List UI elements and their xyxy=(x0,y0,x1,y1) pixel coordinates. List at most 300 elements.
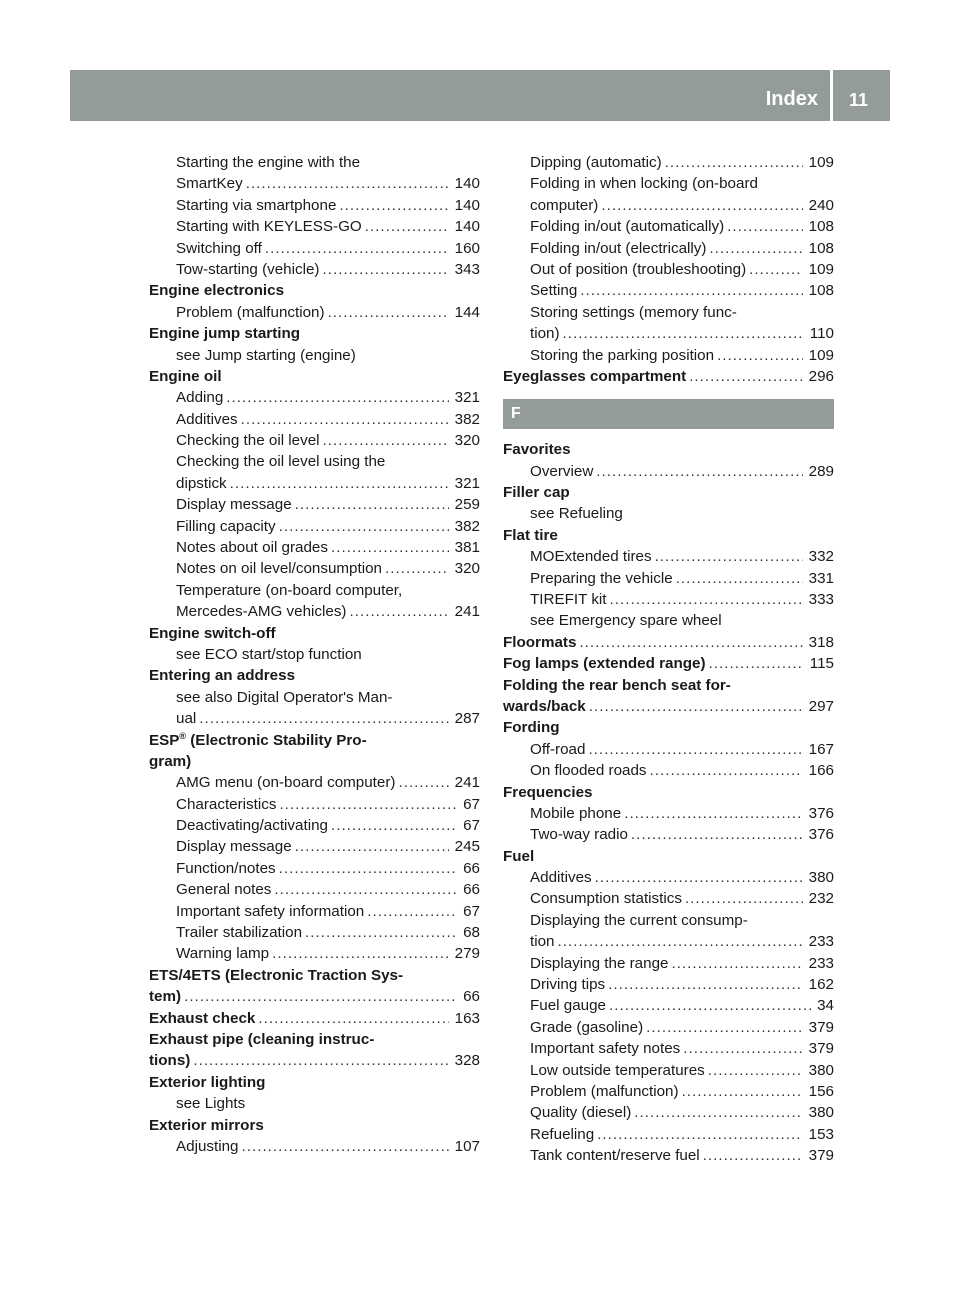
leader-dots xyxy=(717,345,803,366)
entry-text: Floormats xyxy=(503,633,577,651)
page-reference[interactable]: 321 xyxy=(454,389,480,407)
header-divider xyxy=(830,70,833,121)
index-subentry[interactable] xyxy=(149,1136,480,1157)
index-entry xyxy=(149,1029,480,1050)
index-subentry[interactable] xyxy=(149,430,480,451)
entry-text: Deactivating/activating xyxy=(176,817,328,835)
index-letter-heading: F xyxy=(503,399,834,429)
index-entry xyxy=(149,730,480,751)
entry-text: Engine electronics xyxy=(149,282,285,300)
leader-dots xyxy=(331,815,457,836)
index-subentry[interactable] xyxy=(503,152,834,173)
entry-text: Function/notes xyxy=(176,859,276,877)
leader-dots xyxy=(588,739,802,760)
leader-dots xyxy=(230,473,449,494)
page-reference[interactable]: 379 xyxy=(808,1018,834,1036)
page-reference[interactable]: 380 xyxy=(808,1104,834,1122)
entry-text: Important safety information xyxy=(176,902,365,920)
leader-dots xyxy=(580,280,802,301)
entry-text: Trailer stabilization xyxy=(176,924,303,942)
page-reference[interactable]: 279 xyxy=(454,945,480,963)
entry-text: ESP® (Electronic Stability Pro- xyxy=(149,730,367,749)
entry-text: Tank content/reserve fuel xyxy=(530,1147,700,1165)
leader-dots xyxy=(727,216,803,237)
entry-text: tion) xyxy=(530,325,560,343)
entry-text: Checking the oil level using the xyxy=(176,453,386,471)
page-reference[interactable]: 108 xyxy=(808,282,834,300)
index-subentry[interactable] xyxy=(149,173,480,194)
index-subentry[interactable] xyxy=(149,708,480,729)
page-reference[interactable]: 333 xyxy=(808,591,834,609)
index-subentry[interactable] xyxy=(503,238,834,259)
leader-dots xyxy=(597,1124,802,1145)
page-reference[interactable]: 380 xyxy=(808,1061,834,1079)
entry-text: ETS/4ETS (Electronic Traction Sys- xyxy=(149,966,404,984)
index-subentry[interactable] xyxy=(503,589,834,610)
entry-text: Out of position (troubleshooting) xyxy=(530,260,747,278)
entry-text: Engine jump starting xyxy=(149,325,301,343)
entry-text: Warning lamp xyxy=(176,945,270,963)
page-reference[interactable]: 115 xyxy=(809,655,834,673)
leader-dots xyxy=(685,889,803,910)
entry-text: see ECO start/stop function xyxy=(176,645,362,663)
leader-dots xyxy=(295,837,449,858)
page-reference[interactable]: 379 xyxy=(808,1147,834,1165)
index-entry xyxy=(149,323,480,344)
entry-text: Important safety notes xyxy=(530,1040,681,1058)
leader-dots xyxy=(279,516,449,537)
index-subentry[interactable] xyxy=(503,760,834,781)
page-reference[interactable]: 110 xyxy=(809,325,834,343)
page-reference[interactable]: 109 xyxy=(808,153,834,171)
entry-text: Preparing the vehicle xyxy=(530,569,673,587)
page-reference[interactable]: 287 xyxy=(454,710,480,728)
leader-dots xyxy=(609,995,811,1016)
page-reference[interactable]: 240 xyxy=(808,196,834,214)
index-subentry[interactable] xyxy=(149,409,480,430)
entry-text: Exhaust check xyxy=(149,1009,256,1027)
index-subentry[interactable] xyxy=(503,995,834,1016)
index-subentry[interactable] xyxy=(503,1145,834,1166)
entry-text: AMG menu (on-board computer) xyxy=(176,774,396,792)
index-subentry[interactable] xyxy=(149,879,480,900)
entry-text: Frequencies xyxy=(503,783,593,801)
leader-dots xyxy=(199,708,448,729)
index-subentry[interactable] xyxy=(503,739,834,760)
index-subentry xyxy=(149,345,480,366)
index-entry xyxy=(503,782,834,803)
entry-text: Filling capacity xyxy=(176,517,276,535)
entry-text: Notes about oil grades xyxy=(176,539,328,557)
index-entry xyxy=(149,366,480,387)
index-subentry[interactable] xyxy=(149,815,480,836)
index-entry xyxy=(149,965,480,986)
leader-dots xyxy=(689,366,802,387)
index-subentry[interactable] xyxy=(149,302,480,323)
leader-dots xyxy=(646,1017,803,1038)
page-reference[interactable]: 140 xyxy=(454,175,480,193)
index-column-right xyxy=(503,152,834,1167)
page-reference[interactable]: 382 xyxy=(454,410,480,428)
index-subentry xyxy=(503,610,834,631)
page-reference[interactable]: 331 xyxy=(808,569,834,587)
index-subentry xyxy=(503,173,834,194)
page-reference[interactable]: 381 xyxy=(454,539,480,557)
index-subentry[interactable] xyxy=(149,216,480,237)
index-subentry[interactable] xyxy=(503,259,834,280)
index-subentry[interactable] xyxy=(503,1060,834,1081)
leader-dots xyxy=(246,173,449,194)
leader-dots xyxy=(579,632,802,653)
entry-text: gram) xyxy=(149,752,192,770)
index-entry xyxy=(503,675,834,696)
entry-text: see Jump starting (engine) xyxy=(176,346,356,364)
leader-dots xyxy=(601,195,802,216)
leader-dots xyxy=(226,387,448,408)
page-reference[interactable]: 66 xyxy=(463,859,480,877)
index-subentry[interactable] xyxy=(149,494,480,515)
entry-text: Problem (malfunction) xyxy=(176,303,325,321)
page-reference[interactable]: 66 xyxy=(463,881,480,899)
page-reference[interactable]: 233 xyxy=(808,954,834,972)
leader-dots xyxy=(709,238,802,259)
index-entry xyxy=(149,623,480,644)
index-entry[interactable] xyxy=(503,653,834,674)
entry-text: Exterior lighting xyxy=(149,1073,266,1091)
page-reference[interactable]: 140 xyxy=(454,218,480,236)
leader-dots xyxy=(682,1081,803,1102)
entry-text: see Refueling xyxy=(530,505,623,523)
entry-text: Quality (diesel) xyxy=(530,1104,632,1122)
index-subentry[interactable] xyxy=(149,837,480,858)
page-reference[interactable]: 376 xyxy=(808,826,834,844)
leader-dots xyxy=(323,430,449,451)
leader-dots xyxy=(634,1102,802,1123)
page-reference[interactable]: 144 xyxy=(454,303,480,321)
entry-text: Exhaust pipe (cleaning instruc- xyxy=(149,1031,375,1048)
entry-text: Storing the parking position xyxy=(530,346,715,364)
entry-text: Starting with KEYLESS-GO xyxy=(176,218,362,236)
leader-dots xyxy=(328,302,449,323)
index-subentry xyxy=(149,580,480,601)
index-entry[interactable] xyxy=(503,366,834,387)
leader-dots xyxy=(339,195,448,216)
entry-text: Mobile phone xyxy=(530,804,622,822)
leader-dots xyxy=(193,1050,448,1071)
page-reference[interactable]: 321 xyxy=(454,474,480,492)
page-reference[interactable]: 241 xyxy=(454,603,480,621)
entry-text: Adjusting xyxy=(176,1137,239,1155)
index-subentry[interactable] xyxy=(503,280,834,301)
index-entry xyxy=(503,482,834,503)
entry-text: dipstick xyxy=(176,474,227,492)
index-subentry[interactable] xyxy=(503,1038,834,1059)
index-subentry xyxy=(149,451,480,472)
index-subentry xyxy=(149,644,480,665)
entry-text: TIREFIT kit xyxy=(530,591,607,609)
index-entry xyxy=(503,439,834,460)
page-reference[interactable]: 108 xyxy=(808,218,834,236)
leader-dots xyxy=(589,696,803,717)
index-subentry[interactable] xyxy=(503,974,834,995)
index-entry[interactable] xyxy=(149,986,480,1007)
index-entry xyxy=(149,1072,480,1093)
index-subentry[interactable] xyxy=(149,537,480,558)
index-column-left xyxy=(149,152,480,1157)
page-reference[interactable]: 318 xyxy=(808,633,834,651)
leader-dots xyxy=(305,922,457,943)
index-entry xyxy=(503,525,834,546)
index-subentry[interactable] xyxy=(503,953,834,974)
index-entry xyxy=(149,751,480,772)
page-reference[interactable]: 67 xyxy=(463,902,480,920)
index-subentry[interactable] xyxy=(149,772,480,793)
leader-dots xyxy=(610,589,803,610)
entry-text: Exterior mirrors xyxy=(149,1116,264,1134)
section-title: Index xyxy=(765,88,818,110)
index-subentry[interactable] xyxy=(149,387,480,408)
entry-text: Displaying the current consump- xyxy=(530,911,748,929)
page-reference[interactable]: 320 xyxy=(454,432,480,450)
entry-text: Additives xyxy=(530,869,592,887)
entry-text: Temperature (on-board computer, xyxy=(176,581,403,599)
index-subentry[interactable] xyxy=(149,901,480,922)
page-reference[interactable]: 297 xyxy=(808,697,834,715)
page-reference[interactable]: 241 xyxy=(454,774,480,792)
leader-dots xyxy=(279,794,457,815)
page-reference[interactable]: 109 xyxy=(808,346,834,364)
leader-dots xyxy=(385,558,449,579)
leader-dots xyxy=(558,931,803,952)
entry-text: MOExtended tires xyxy=(530,548,652,566)
page-reference[interactable]: 233 xyxy=(808,933,834,951)
leader-dots xyxy=(650,760,803,781)
index-entry xyxy=(503,846,834,867)
entry-text: Fuel xyxy=(503,847,535,865)
index-subentry xyxy=(503,910,834,931)
page-reference[interactable]: 66 xyxy=(463,988,480,1006)
index-subentry[interactable] xyxy=(503,867,834,888)
entry-text: Dipping (automatic) xyxy=(530,153,662,171)
leader-dots xyxy=(708,1060,803,1081)
page-reference[interactable]: 166 xyxy=(808,762,834,780)
index-subentry[interactable] xyxy=(149,238,480,259)
entry-text: Driving tips xyxy=(530,976,606,994)
index-entry xyxy=(149,1115,480,1136)
entry-text: Characteristics xyxy=(176,795,277,813)
entry-text: Folding the rear bench seat for- xyxy=(503,676,731,694)
leader-dots xyxy=(398,772,448,793)
index-subentry xyxy=(503,503,834,524)
page-reference[interactable]: 343 xyxy=(454,260,480,278)
index-subentry[interactable] xyxy=(503,1102,834,1123)
entry-text: see Lights xyxy=(176,1095,246,1113)
entry-text: General notes xyxy=(176,881,272,899)
index-subentry[interactable] xyxy=(503,1124,834,1145)
page-number: 11 xyxy=(848,90,868,110)
entry-text: Two-way radio xyxy=(530,826,628,844)
entry-text: Fog lamps (extended range) xyxy=(503,655,706,673)
index-subentry[interactable] xyxy=(149,858,480,879)
entry-text: Entering an address xyxy=(149,667,296,685)
index-subentry[interactable] xyxy=(149,473,480,494)
leader-dots xyxy=(331,537,449,558)
index-subentry[interactable] xyxy=(149,601,480,622)
entry-text: Grade (gasoline) xyxy=(530,1018,644,1036)
page-reference[interactable]: 382 xyxy=(454,517,480,535)
index-subentry[interactable] xyxy=(503,546,834,567)
leader-dots xyxy=(241,409,449,430)
index-subentry[interactable] xyxy=(149,516,480,537)
page-reference[interactable]: 162 xyxy=(808,976,834,994)
index-header-bar xyxy=(70,70,890,121)
index-subentry[interactable] xyxy=(503,345,834,366)
page-reference[interactable]: 167 xyxy=(808,740,834,758)
leader-dots xyxy=(349,601,448,622)
index-entry[interactable] xyxy=(149,1050,480,1071)
entry-text: Display message xyxy=(176,496,292,514)
entry-text: On flooded roads xyxy=(530,762,647,780)
entry-text: Refueling xyxy=(530,1125,595,1143)
entry-text: Storing settings (memory func- xyxy=(530,303,737,321)
index-subentry[interactable] xyxy=(149,195,480,216)
index-subentry[interactable] xyxy=(503,216,834,237)
entry-text: Notes on oil level/consumption xyxy=(176,560,382,578)
entry-text: Off-road xyxy=(530,740,586,758)
leader-dots xyxy=(274,879,457,900)
entry-text: Starting the engine with the xyxy=(176,153,361,171)
index-subentry[interactable] xyxy=(503,803,834,824)
index-subentry[interactable] xyxy=(503,323,834,344)
page-reference[interactable]: 332 xyxy=(808,548,834,566)
page-reference[interactable]: 380 xyxy=(808,869,834,887)
leader-dots xyxy=(671,953,802,974)
entry-text: Overview xyxy=(530,462,594,480)
page-reference[interactable]: 296 xyxy=(808,367,834,385)
entry-text: Adding xyxy=(176,389,224,407)
leader-dots xyxy=(295,494,449,515)
entry-text: Fuel gauge xyxy=(530,997,606,1015)
page-reference[interactable]: 163 xyxy=(454,1009,480,1027)
entry-text: Switching off xyxy=(176,239,262,257)
entry-text: see also Digital Operator's Man- xyxy=(176,688,393,706)
page-reference[interactable]: 156 xyxy=(808,1083,834,1100)
entry-text: tem) xyxy=(149,988,182,1006)
leader-dots xyxy=(608,974,803,995)
leader-dots xyxy=(624,803,802,824)
index-entry xyxy=(149,280,480,301)
entry-text: Fording xyxy=(503,719,560,737)
index-entry[interactable] xyxy=(503,696,834,717)
entry-text: Folding in when locking (on-board xyxy=(530,175,758,193)
entry-text: Eyeglasses compartment xyxy=(503,367,687,385)
entry-text: Starting via smartphone xyxy=(176,196,337,214)
entry-text: tion xyxy=(530,933,555,951)
page-reference[interactable]: 289 xyxy=(808,462,834,480)
index-subentry[interactable] xyxy=(503,1017,834,1038)
page-reference[interactable]: 245 xyxy=(454,838,480,856)
page-reference[interactable]: 108 xyxy=(808,239,834,257)
page-reference[interactable]: 34 xyxy=(817,997,834,1015)
index-subentry[interactable] xyxy=(503,195,834,216)
entry-text: Displaying the range xyxy=(530,954,669,972)
entry-text: tions) xyxy=(149,1052,191,1070)
leader-dots xyxy=(595,867,803,888)
entry-text: Flat tire xyxy=(503,526,558,544)
index-entry[interactable] xyxy=(149,1008,480,1029)
page-reference[interactable]: 107 xyxy=(454,1137,480,1155)
page-reference[interactable]: 67 xyxy=(463,817,480,835)
page-reference[interactable]: 232 xyxy=(808,890,834,908)
index-subentry[interactable] xyxy=(503,461,834,482)
index-subentry[interactable] xyxy=(149,794,480,815)
entry-text: see Emergency spare wheel xyxy=(530,612,722,630)
index-subentry[interactable] xyxy=(149,943,480,964)
index-subentry xyxy=(149,152,480,173)
entry-text: Setting xyxy=(530,282,578,300)
leader-dots xyxy=(631,824,803,845)
page-reference[interactable]: 153 xyxy=(808,1125,834,1143)
index-subentry xyxy=(149,1093,480,1114)
leader-dots xyxy=(265,238,449,259)
index-subentry[interactable] xyxy=(503,1081,834,1102)
page-reference[interactable]: 109 xyxy=(808,260,834,278)
leader-dots xyxy=(596,461,802,482)
registered-mark: ® xyxy=(179,730,187,741)
index-subentry[interactable] xyxy=(503,824,834,845)
page-reference[interactable]: 328 xyxy=(454,1052,480,1070)
leader-dots xyxy=(184,986,457,1007)
entry-text: Consumption statistics xyxy=(530,890,682,908)
leader-dots xyxy=(279,858,457,879)
entry-text: ual xyxy=(176,710,197,728)
leader-dots xyxy=(258,1008,448,1029)
index-subentry[interactable] xyxy=(149,922,480,943)
index-entry xyxy=(149,665,480,686)
entry-text: wards/back xyxy=(503,697,586,715)
page-reference[interactable]: 376 xyxy=(808,804,834,822)
entry-text: Engine switch-off xyxy=(149,624,276,642)
page-reference[interactable]: 320 xyxy=(454,560,480,578)
index-subentry xyxy=(503,302,834,323)
leader-dots xyxy=(676,568,803,589)
page-reference[interactable]: 379 xyxy=(808,1040,834,1058)
leader-dots xyxy=(365,216,449,237)
entry-text: Problem (malfunction) xyxy=(530,1083,679,1100)
entry-text: SmartKey xyxy=(176,175,243,193)
entry-text: Favorites xyxy=(503,441,571,459)
leader-dots xyxy=(655,546,803,567)
index-subentry[interactable] xyxy=(503,889,834,910)
index-subentry[interactable] xyxy=(503,568,834,589)
leader-dots xyxy=(749,259,803,280)
page-reference[interactable]: 160 xyxy=(454,239,480,257)
entry-text: Tow-starting (vehicle) xyxy=(176,260,320,278)
leader-dots xyxy=(272,943,449,964)
entry-text: Engine oil xyxy=(149,367,222,385)
index-subentry[interactable] xyxy=(149,558,480,579)
leader-dots xyxy=(563,323,804,344)
index-subentry[interactable] xyxy=(503,931,834,952)
page-reference[interactable]: 140 xyxy=(454,196,480,214)
page-reference[interactable]: 259 xyxy=(454,496,480,514)
entry-text: Folding in/out (electrically) xyxy=(530,239,707,257)
index-entry[interactable] xyxy=(503,632,834,653)
page-reference[interactable]: 67 xyxy=(463,795,480,813)
index-subentry[interactable] xyxy=(149,259,480,280)
page-reference[interactable]: 68 xyxy=(463,924,480,942)
entry-text: Additives xyxy=(176,410,238,428)
